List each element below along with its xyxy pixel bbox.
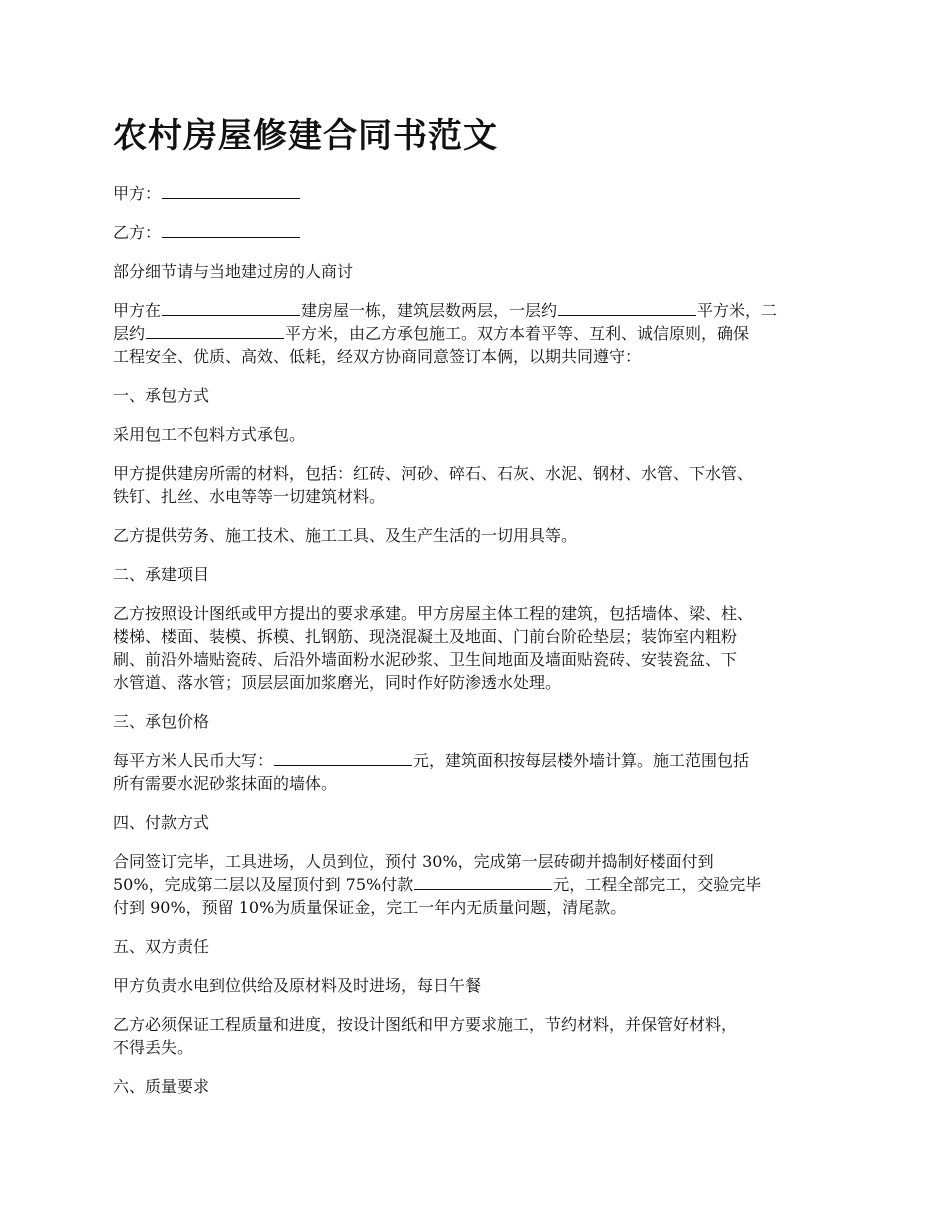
intro-paragraph: [113, 299, 853, 368]
location-blank: [162, 301, 300, 316]
paragraph-line: [113, 873, 853, 896]
intro-text: 平方米，二: [697, 301, 778, 320]
section-heading: 二、承建项目: [113, 565, 210, 584]
paragraph-text: 50%，完成第二层以及屋顶付到 75%付款: [113, 875, 414, 894]
paragraph-line: 水管道、落水管；顶层层面加浆磨光，同时作好防渗透水处理。: [113, 673, 562, 692]
paragraph-text: 元，建筑面积按每层楼外墙计算。施工范围包括: [413, 751, 750, 770]
party-b-label: 乙方：: [113, 223, 162, 242]
intro-text: 平方米，由乙方承包施工。双方本着平等、互利、诚信原则，确保: [285, 324, 750, 343]
document-title: 农村房屋修建合同书范文: [113, 116, 498, 156]
paragraph-line: 付到 90%，预留 10%为质量保证金，完工一年内无质量问题，清尾款。: [113, 898, 627, 917]
section-paragraph: 甲方负责水电到位供给及原材料及时进场，每日午餐: [113, 976, 482, 995]
paragraph-line: 不得丢失。: [113, 1038, 194, 1057]
document-page: [113, 112, 853, 1114]
party-b-line: [113, 221, 853, 244]
paragraph-line: 所有需要水泥砂浆抹面的墙体。: [113, 774, 338, 793]
section-paragraph: 乙方提供劳务、施工技术、施工工具、及生产生活的一切用具等。: [113, 526, 578, 545]
paragraph-line: 乙方必须保证工程质量和进度，按设计图纸和甲方要求施工，节约材料，并保管好材料，: [113, 1015, 738, 1034]
party-b-blank: [162, 223, 300, 238]
section-heading: 六、质量要求: [113, 1077, 210, 1096]
price-blank: [274, 751, 412, 766]
section-paragraph: 采用包工不包料方式承包。: [113, 425, 306, 444]
paragraph-line: 合同签订完毕，工具进场，人员到位，预付 30%，完成第一层砖砌并捣制好楼面付到: [113, 852, 714, 871]
section-paragraph: [113, 602, 853, 694]
floor1-area-blank: [558, 301, 696, 316]
section-heading: 四、付款方式: [113, 813, 210, 832]
intro-line: [113, 299, 853, 322]
paragraph-line: 铁钉、扎丝、水电等等一切建筑材料。: [113, 487, 386, 506]
note-paragraph: 部分细节请与当地建过房的人商讨: [113, 262, 354, 281]
section-paragraph: [113, 462, 853, 508]
intro-line: 工程安全、优质、高效、低耗，经双方协商同意签订本俩，以期共同遵守：: [113, 347, 642, 366]
party-a-label: 甲方：: [113, 184, 162, 203]
section-paragraph: [113, 749, 853, 795]
paragraph-line: 刷、前沿外墙贴瓷砖、后沿外墙面粉水泥砂浆、卫生间地面及墙面贴瓷砖、安装瓷盆、下: [113, 650, 738, 669]
paragraph-text: 元，工程全部完工，交验完毕: [553, 875, 762, 894]
paragraph-line: 甲方提供建房所需的材料，包括：红砖、河砂、碎石、石灰、水泥、钢材、水管、下水管、: [113, 464, 754, 483]
floor2-area-blank: [146, 324, 284, 339]
intro-text: 甲方在: [113, 301, 162, 320]
paragraph-line: 乙方按照设计图纸或甲方提出的要求承建。甲方房屋主体工程的建筑，包括墙体、梁、柱、: [113, 604, 754, 623]
intro-text: 层约: [113, 324, 146, 343]
section-heading: 五、双方责任: [113, 937, 210, 956]
intro-line: [113, 322, 853, 345]
section-paragraph: [113, 1013, 853, 1059]
party-a-line: [113, 182, 853, 205]
party-a-blank: [162, 184, 300, 199]
paragraph-line: 楼梯、楼面、装模、拆模、扎钢筋、现浇混凝土及地面、门前台阶砼垫层；装饰室内粗粉: [113, 627, 738, 646]
paragraph-line: [113, 749, 853, 772]
section-heading: 一、承包方式: [113, 386, 210, 405]
paragraph-text: 每平方米人民币大写：: [113, 751, 274, 770]
intro-text: 建房屋一栋，建筑层数两层，一层约: [301, 301, 558, 320]
payment-blank: [414, 875, 552, 890]
section-heading: 三、承包价格: [113, 712, 210, 731]
section-paragraph: [113, 850, 853, 919]
